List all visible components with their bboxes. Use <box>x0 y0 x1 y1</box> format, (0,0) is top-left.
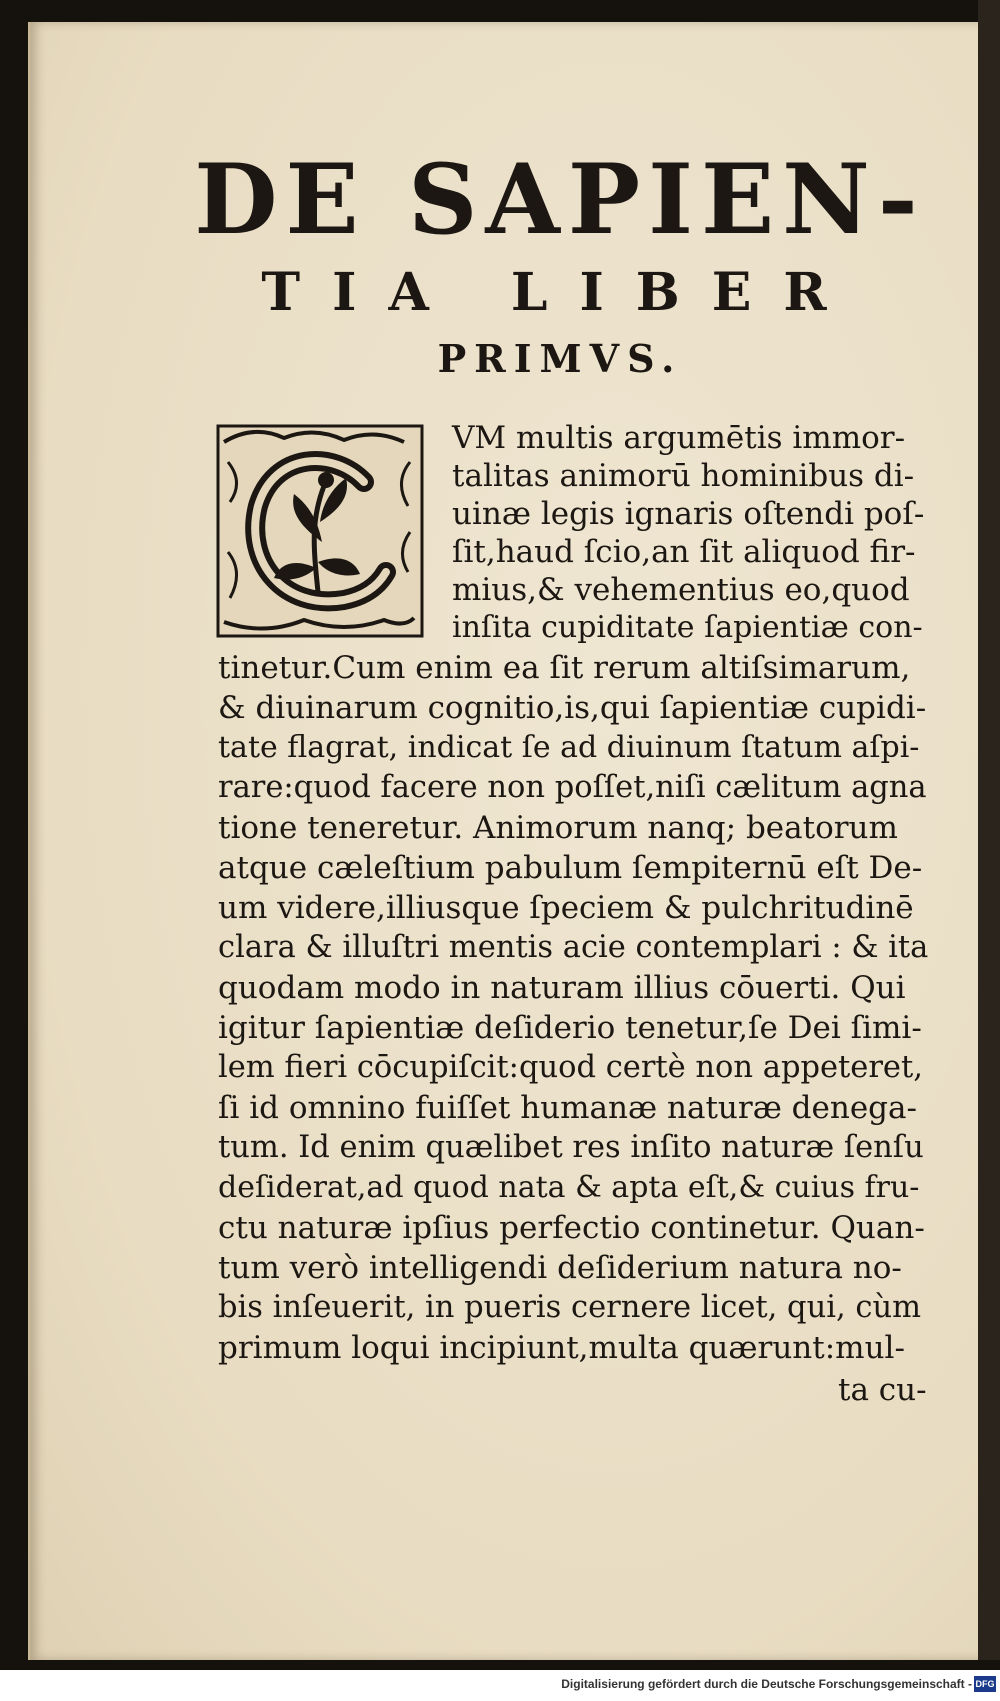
text-line: talitas animorū hominibus di- <box>452 458 915 494</box>
text-line: atque cæleſtium pabulum ſempiternū eſt De- <box>218 850 923 886</box>
text-line: & diuinarum cognitio,is,qui ſapientiæ cupidi- <box>218 690 927 726</box>
text-line: tinetur.Cum enim ea ſit rerum altiſsimarum, <box>218 650 911 686</box>
text-line: bis inſeuerit, in pueris cernere licet, qui, cùm <box>218 1290 922 1325</box>
text-line: mius,& vehementius eo,quod <box>452 572 910 608</box>
footer-credit: Digitalisierung gefördert durch die Deutsche Forschungsgemeinschaft - <box>561 1677 972 1691</box>
title-line-1: DE SAPIEN- <box>194 143 926 256</box>
catchword: ta cu- <box>838 1372 927 1408</box>
text-line: tum. Id enim quælibet res inſito naturæ ſenſu <box>218 1130 924 1165</box>
text-line: tione teneretur. Animorum nanq; beatorum <box>218 810 898 846</box>
text-line: uinæ legis ignaris oſtendi poſ- <box>452 496 925 532</box>
text-line: VM multis argumētis immor- <box>452 420 906 456</box>
text-line: igitur ſapientiæ deſiderio tenetur,ſe Dei ſimi- <box>218 1010 922 1046</box>
text-line: quodam modo in naturam illius cōuerti. Qui <box>218 970 906 1006</box>
text-line: tum verò intelligendi deſiderium natura no- <box>218 1250 902 1286</box>
text-line: tate flagrat, indicat ſe ad diuinum ſtatum aſpi- <box>218 730 920 765</box>
dfg-logo-icon: DFG <box>974 1676 996 1692</box>
text-line: ſit,haud ſcio,an ſit aliquod fir- <box>452 534 916 570</box>
text-line: um videre,illiusque ſpeciem & pulchritudinē <box>218 890 914 926</box>
text-line: primum loqui incipiunt,multa quærunt:mul- <box>218 1330 905 1366</box>
text-line: inſita cupiditate ſapientiæ con- <box>452 610 923 645</box>
text-line: ſi id omnino fuiſſet humanæ naturæ denega- <box>218 1090 917 1126</box>
text-line: rare:quod facere non poſſet,niſi cælitum agna <box>218 770 927 805</box>
title-line-3: PRIMVS. <box>437 336 683 381</box>
text-line: clara & illuſtri mentis acie contemplari : & ita <box>218 930 929 965</box>
text-line: lem fieri cōcupiſcit:quod certè non appeteret, <box>218 1050 923 1085</box>
digitization-footer <box>0 1670 1000 1701</box>
title-line-2: TIA LIBER <box>261 262 859 323</box>
text-line: ctu naturæ ipſius perfectio continetur. Quan- <box>218 1210 925 1246</box>
text-line: deſiderat,ad quod nata & apta eſt,& cuius fru- <box>218 1170 920 1205</box>
